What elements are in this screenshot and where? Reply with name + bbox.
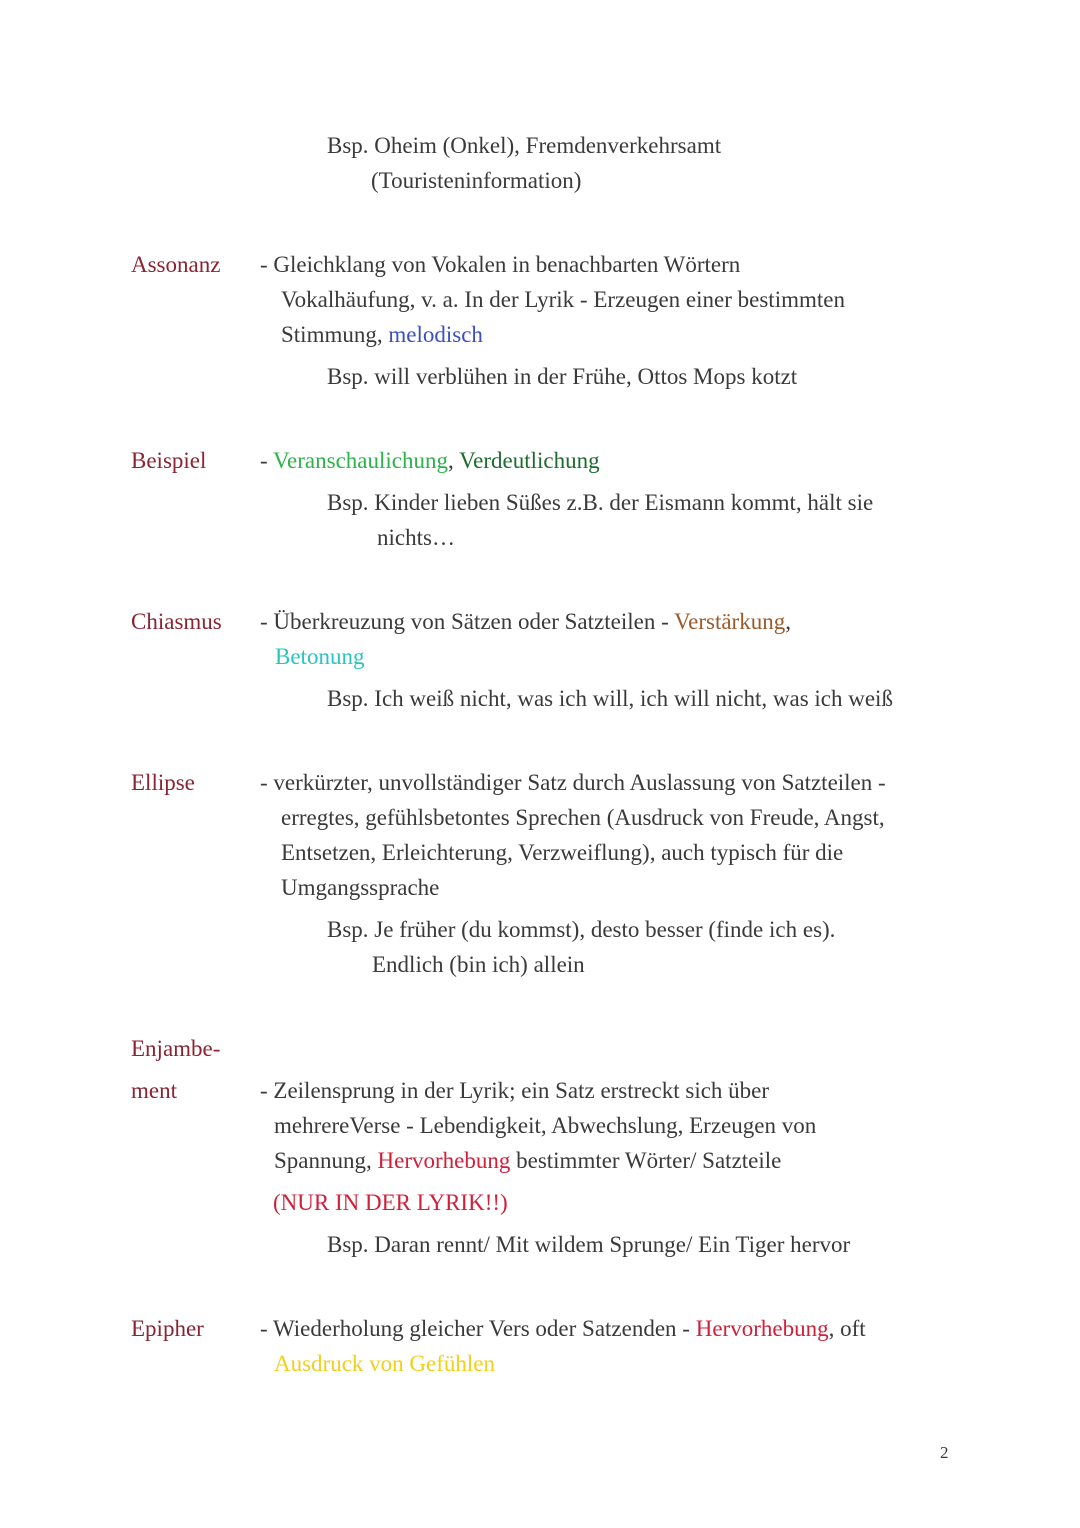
definition-line: Vokalhäufung, v. a. In der Lyrik - Erzeugen einer bestimmten	[281, 287, 845, 312]
term-beispiel: Beispiel	[131, 448, 207, 473]
example-line: Bsp. Kinder lieben Süßes z.B. der Eismann kommt, hält sie	[327, 490, 874, 515]
definition-text: - Wiederholung gleicher Vers oder Satzenden -	[260, 1316, 696, 1341]
definition-line: erregtes, gefühlsbetontes Sprechen (Ausdruck von Freude, Angst,	[281, 805, 885, 830]
term-assonanz: Assonanz	[131, 252, 221, 277]
definition-line: - Gleichklang von Vokalen in benachbarten Wörtern	[260, 252, 741, 277]
definition-line: Entsetzen, Erleichterung, Verzweiflung), auch typisch für die	[281, 840, 844, 865]
definition-line	[260, 446, 600, 476]
definition-text: bestimmter Wörter/ Satzteile	[510, 1148, 782, 1173]
definition-line: - Zeilensprung in der Lyrik; ein Satz erstreckt sich über	[260, 1078, 770, 1103]
effect-betonung: Betonung	[275, 644, 365, 669]
example-line: Bsp. Daran rennt/ Mit wildem Sprunge/ Ein Tiger hervor	[327, 1232, 851, 1257]
example-line: Endlich (bin ich) allein	[372, 952, 585, 977]
definition-line: Umgangssprache	[281, 875, 440, 900]
effect-ausdruck-von-gefuehlen: Ausdruck von Gefühlen	[274, 1351, 496, 1376]
definition-line: - verkürzter, unvollständiger Satz durch Auslassung von Satzteilen -	[260, 770, 886, 795]
example-line: (Touristeninformation)	[371, 168, 582, 193]
example-line: Bsp. Oheim (Onkel), Fremdenverkehrsamt	[327, 133, 722, 158]
dash: -	[260, 448, 273, 473]
term-chiasmus: Chiasmus	[131, 609, 222, 634]
term-enjambement: Enjambe-	[131, 1036, 221, 1061]
definition-line: mehrereVerse - Lebendigkeit, Abwechslung, Erzeugen von	[274, 1113, 817, 1138]
definition-text: - Überkreuzung von Sätzen oder Satzteilen -	[260, 609, 675, 634]
effect-verstaerkung: Verstärkung	[674, 609, 786, 634]
definition-text: , oft	[828, 1316, 866, 1341]
separator: ,	[448, 448, 460, 473]
example-line: Bsp. Ich weiß nicht, was ich will, ich will nicht, was ich weiß	[327, 686, 893, 711]
effect-hervorhebung: Hervorhebung	[695, 1316, 829, 1341]
term-ellipse: Ellipse	[131, 770, 195, 795]
example-line: Bsp. Je früher (du kommst), desto besser (finde ich es).	[327, 917, 836, 942]
page-number: 2	[940, 1443, 949, 1462]
term-enjambement-cont: ment	[131, 1078, 177, 1103]
definition-text: Spannung,	[274, 1148, 378, 1173]
definition-line	[274, 1146, 781, 1176]
effect-verdeutlichung: Verdeutlichung	[459, 448, 600, 473]
effect-hervorhebung: Hervorhebung	[377, 1148, 511, 1173]
effect-veranschaulichung: Veranschaulichung	[273, 448, 448, 473]
effect-melodisch: melodisch	[388, 322, 483, 347]
definition-line	[260, 607, 791, 637]
term-epipher: Epipher	[131, 1316, 204, 1341]
definition-text: Stimmung,	[281, 322, 389, 347]
example-line: Bsp. will verblühen in der Frühe, Ottos Mops kotzt	[327, 364, 798, 389]
example-line: nichts…	[377, 525, 455, 550]
definition-line	[281, 320, 483, 350]
definition-line	[260, 1314, 866, 1344]
lyrik-note: (NUR IN DER LYRIK!!)	[273, 1190, 508, 1215]
punctuation: ,	[785, 609, 791, 634]
